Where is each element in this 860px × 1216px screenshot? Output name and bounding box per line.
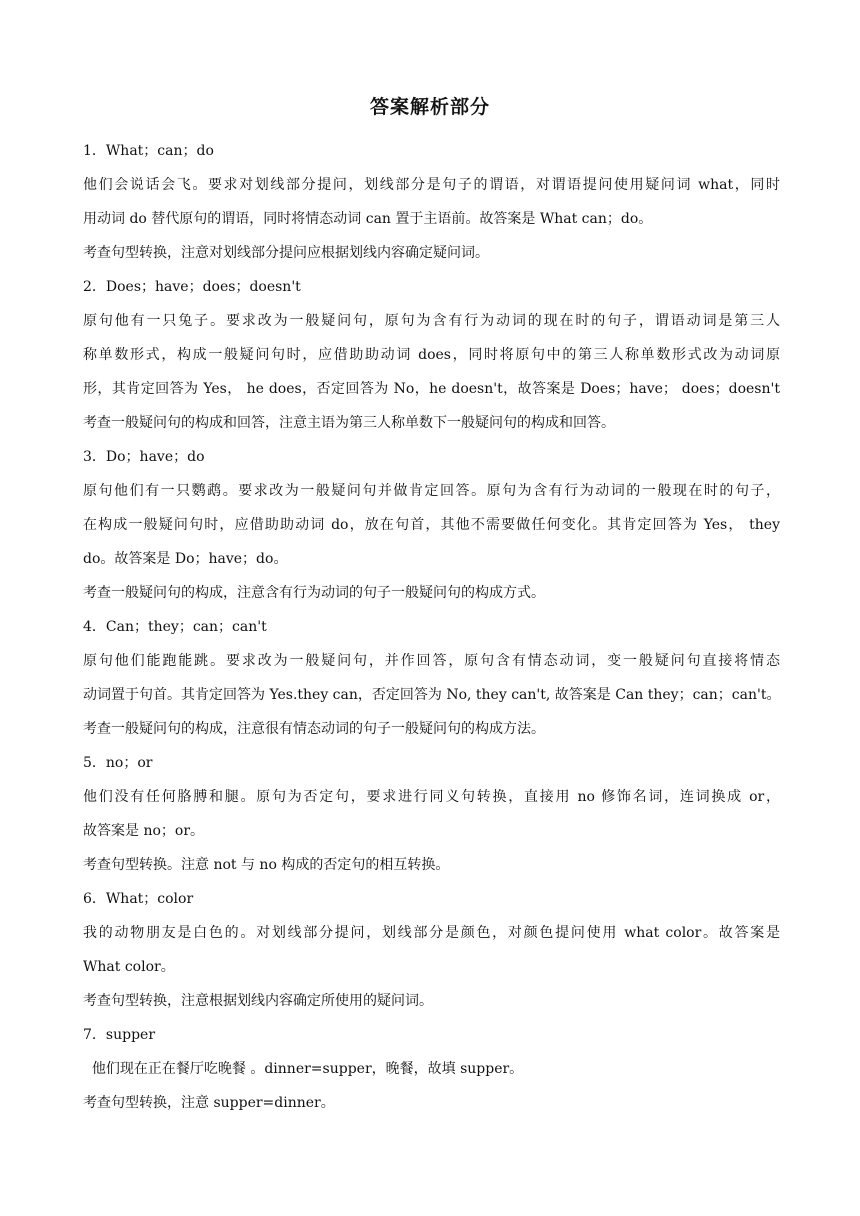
page-title: 答案解析部分	[369, 96, 490, 118]
exam-point-note: 考查句型转换，注意根据划线内容确定所使用的疑问词。	[83, 993, 433, 1009]
answer-item-1	[83, 134, 780, 270]
explanation-line: 故答案是 no；or。	[83, 823, 205, 839]
explanation-line: 原句他们有一只鹦鹉。要求改为一般疑问句并做肯定回答。原句为含有行为动词的一般现在时的句子，	[83, 483, 780, 499]
exam-point-note: 考查句型转换，注意 supper=dinner。	[83, 1095, 335, 1111]
exam-point-note: 考查一般疑问句的构成和回答，注意主语为第三人称单数下一般疑问句的构成和回答。	[83, 415, 615, 431]
explanation-line: 原句他有一只兔子。要求改为一般疑问句，原句为含有行为动词的现在时的句子，谓语动词是第三人	[83, 313, 780, 329]
answer-list	[83, 134, 780, 1120]
explanation-line: 动词置于句首。其肯定回答为 Yes.they can，否定回答为 No, they can't, 故答案是 Can they；can；can't。	[83, 687, 781, 703]
explanation-line: 在构成一般疑问句时，应借助助动词 do，放在句首，其他不需要做任何变化。其肯定回答为 Yes， they	[83, 517, 780, 533]
explanation-line: 我的动物朋友是白色的。对划线部分提问，划线部分是颜色，对颜色提问使用 what color。故答案是	[83, 925, 780, 941]
answer-item-5	[83, 746, 780, 882]
answer-key: 5．no；or	[83, 755, 153, 771]
answer-key: 7．supper	[83, 1027, 156, 1043]
answer-item-7	[83, 1018, 780, 1120]
exam-point-note: 考查句型转换，注意对划线部分提问应根据划线内容确定疑问词。	[83, 245, 489, 261]
explanation-line: What color。	[83, 959, 175, 975]
answer-item-4	[83, 610, 780, 746]
explanation-line: 用动词 do 替代原句的谓语，同时将情态动词 can 置于主语前。故答案是 What can；do。	[83, 211, 653, 227]
answer-key: 4．Can；they；can；can't	[83, 619, 267, 635]
answer-key: 6．What；color	[83, 891, 194, 907]
answer-key: 1．What；can；do	[83, 143, 214, 159]
explanation-line: 形，其肯定回答为 Yes， he does，否定回答为 No，he doesn't，故答案是 Does；have； does；doesn't	[83, 381, 780, 397]
explanation-line: 他们现在正在餐厅吃晚餐 。dinner=supper，晚餐，故填 supper。	[83, 1061, 524, 1077]
exam-point-note: 考查一般疑问句的构成，注意很有情态动词的句子一般疑问句的构成方法。	[83, 721, 545, 737]
explanation-line: 他们会说话会飞。要求对划线部分提问，划线部分是句子的谓语，对谓语提问使用疑问词 what，同时	[83, 177, 780, 193]
answer-key: 3．Do；have；do	[83, 449, 205, 465]
explanation-line: 原句他们能跑能跳。要求改为一般疑问句，并作回答，原句含有情态动词，变一般疑问句直接将情态	[83, 653, 780, 669]
answer-item-2	[83, 270, 780, 440]
explanation-line: 他们没有任何胳膊和腿。原句为否定句，要求进行同义句转换，直接用 no 修饰名词，连词换成 or，	[83, 789, 780, 805]
exam-point-note: 考查一般疑问句的构成，注意含有行为动词的句子一般疑问句的构成方式。	[83, 585, 545, 601]
explanation-line: do。故答案是 Do；have；do。	[83, 551, 288, 567]
answer-item-6	[83, 882, 780, 1018]
exam-point-note: 考查句型转换。注意 not 与 no 构成的否定句的相互转换。	[83, 857, 450, 873]
explanation-line: 称单数形式，构成一般疑问句时，应借助助动词 does，同时将原句中的第三人称单数形式改为动词原	[83, 347, 780, 363]
answer-key: 2．Does；have；does；doesn't	[83, 279, 301, 295]
answer-item-3	[83, 440, 780, 610]
